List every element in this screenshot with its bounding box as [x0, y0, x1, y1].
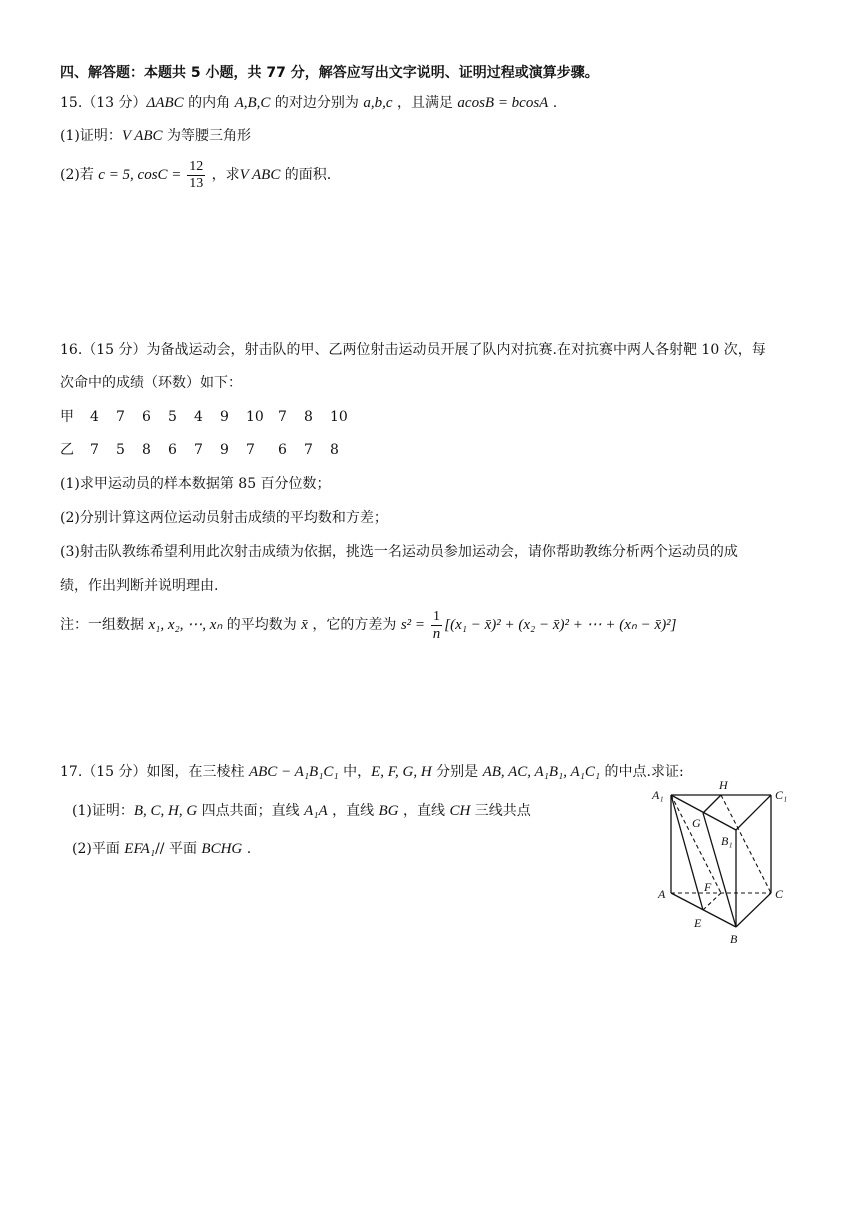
q15-fraction-numerator: 12	[189, 158, 204, 174]
q16-score: 6	[278, 442, 287, 458]
q17-part2-plane1: EFA₁	[124, 841, 156, 857]
q16-note-prefix: 注：一组数据	[60, 617, 149, 633]
q16-row-jia	[60, 407, 356, 427]
q17-part2-plane2: BCHG	[201, 841, 243, 857]
q15-text-f: ，且满足	[392, 95, 458, 111]
q16-note-mean: x̄	[301, 617, 308, 633]
q17-prefix: 17.（15 分）如图，在三棱柱	[60, 764, 249, 780]
section-heading: 四、解答题：本题共 5 小题，共 77 分，解答应写出文字说明、证明过程或演算步骤。	[60, 65, 599, 81]
q17-part2-parallel: // 平面	[155, 841, 202, 857]
q16-score: 8	[142, 442, 151, 458]
label-e: E	[694, 916, 702, 930]
q15-part1-triangle: V ABC	[121, 128, 163, 144]
q15-condition: acosB = bcosA	[457, 95, 549, 111]
label-b1: B₁	[721, 834, 733, 848]
q15-number: 15.（13 分）	[60, 95, 147, 111]
q15-text-d: 的对边分别为	[270, 95, 364, 111]
edge-bc	[736, 893, 771, 927]
q17-part1-prefix: (1)证明：	[72, 803, 134, 819]
q16-fraction-numerator: 1	[431, 609, 443, 626]
q17-part1-line3: CH	[449, 803, 471, 819]
q16-part2: (2)分别计算这两位运动员射击成绩的平均数和方差；	[60, 510, 388, 526]
q15-part1-suffix: 为等腰三角形	[162, 128, 251, 144]
q17-text-c: 中，	[338, 764, 372, 780]
q15-part2-prefix: (2)若	[60, 167, 99, 183]
q17-part2-prefix: (2)平面	[72, 841, 125, 857]
q16-row-yi	[60, 440, 356, 460]
segment-gh	[703, 795, 721, 813]
q16-score: 9	[220, 442, 229, 458]
segment-ef-hidden	[703, 893, 721, 910]
q16-note	[60, 607, 677, 643]
q16-part3-line1: (3)射击队教练希望利用此次射击成绩为依据，挑选一名运动员参加运动会，请你帮助教练分析两个运动员的成	[60, 544, 738, 560]
q17-part1-line2: BG	[378, 803, 399, 819]
label-a1: A₁	[652, 788, 664, 802]
label-f: F	[704, 880, 712, 894]
q16-score: 10	[330, 409, 348, 425]
q17-part2	[72, 839, 251, 859]
q16-row-label: 甲	[60, 409, 74, 425]
prism-figure	[648, 775, 798, 950]
q15-triangle: ΔABC	[146, 95, 184, 111]
segment-a1f-hidden	[671, 795, 721, 893]
q17-part1-text-e: ，直线	[327, 803, 379, 819]
q15-part2	[60, 157, 331, 193]
q17-prism: ABC − A₁B₁C₁	[248, 764, 339, 780]
q17-segments: AB, AC, A₁B₁, A₁C₁	[482, 764, 601, 780]
q15-part2-given: c = 5, cosC =	[98, 167, 186, 183]
q16-note-data: x₁, x₂, ⋯, xₙ	[148, 617, 223, 633]
q16-score: 6	[142, 409, 151, 425]
q16-score: 7	[304, 442, 313, 458]
q17-text-g: 的中点.求证:	[600, 764, 684, 780]
q16-note-sum: [(x₁ − x̄)² + (x₂ − x̄)² + ⋯ + (xₙ − x̄)²]	[444, 617, 677, 633]
q17-part1-text-c: 四点共面；直线	[197, 803, 305, 819]
q15-part2-triangle: V ABC	[239, 167, 281, 183]
q17-text-e: 分别是	[431, 764, 483, 780]
q17-part1-line1: A₁A	[304, 803, 328, 819]
q17-points: E, F, G, H	[371, 764, 432, 780]
label-a: A	[658, 887, 666, 901]
q16-fraction-denominator: n	[432, 625, 441, 642]
q15-sides: a,b,c	[363, 95, 393, 111]
q16-row-label: 乙	[60, 442, 74, 458]
label-c: C	[775, 887, 784, 901]
q16-score: 10	[246, 409, 264, 425]
q17-part1	[72, 801, 531, 821]
q16-score: 7	[278, 409, 287, 425]
q16-score: 7	[246, 442, 255, 458]
q16-line2: 次命中的成绩（环数）如下：	[60, 375, 242, 391]
q16-part1: (1)求甲运动员的样本数据第 85 百分位数；	[60, 476, 331, 492]
q15-part1	[60, 126, 251, 146]
q16-score: 5	[168, 409, 177, 425]
q17-part1-text-g: ，直线	[398, 803, 450, 819]
q15-angles: A,B,C	[234, 95, 271, 111]
q15-part2-ask: ，求	[207, 167, 240, 183]
q17-stem	[60, 762, 684, 782]
prism-diagram	[648, 775, 798, 950]
q16-part3-line2: 绩，作出判断并说明理由.	[60, 578, 219, 594]
segment-gb	[703, 813, 736, 927]
q16-score: 4	[194, 409, 203, 425]
q15-fraction-denominator: 13	[189, 175, 204, 191]
q17-part2-suffix: .	[242, 841, 252, 857]
q16-score: 5	[116, 442, 125, 458]
label-b: B	[730, 932, 738, 946]
label-h: H	[719, 778, 728, 792]
q16-score: 9	[220, 409, 229, 425]
q16-score: 8	[330, 442, 339, 458]
q15-part1-prefix: (1)证明：	[60, 128, 122, 144]
q16-note-variance-text: ，它的方差为	[307, 617, 401, 633]
q15-cos-fraction	[187, 159, 205, 192]
q17-part1-points: B, C, H, G	[133, 803, 198, 819]
q16-score: 7	[116, 409, 125, 425]
q16-score: 4	[90, 409, 99, 425]
q15-part2-suffix: 的面积.	[280, 167, 332, 183]
q16-note-s2: s² =	[400, 617, 429, 633]
q15-text-h: .	[548, 95, 558, 111]
q16-score: 7	[194, 442, 203, 458]
q16-score: 6	[168, 442, 177, 458]
q16-line1: 16.（15 分）为备战运动会，射击队的甲、乙两位射击运动员开展了队内对抗赛.在对抗赛中两人各射靶 10 次，每	[60, 342, 766, 358]
edge-b1c1	[736, 795, 771, 830]
q17-part1-text-i: 三线共点	[470, 803, 531, 819]
q16-note-mean-text: 的平均数为	[222, 617, 302, 633]
q15-stem	[60, 93, 557, 113]
q15-text-b: 的内角	[183, 95, 235, 111]
q16-score: 8	[304, 409, 313, 425]
q16-note-fraction	[431, 609, 443, 642]
label-g: G	[692, 816, 701, 830]
q16-score: 7	[90, 442, 99, 458]
label-c1: C₁	[775, 788, 788, 802]
